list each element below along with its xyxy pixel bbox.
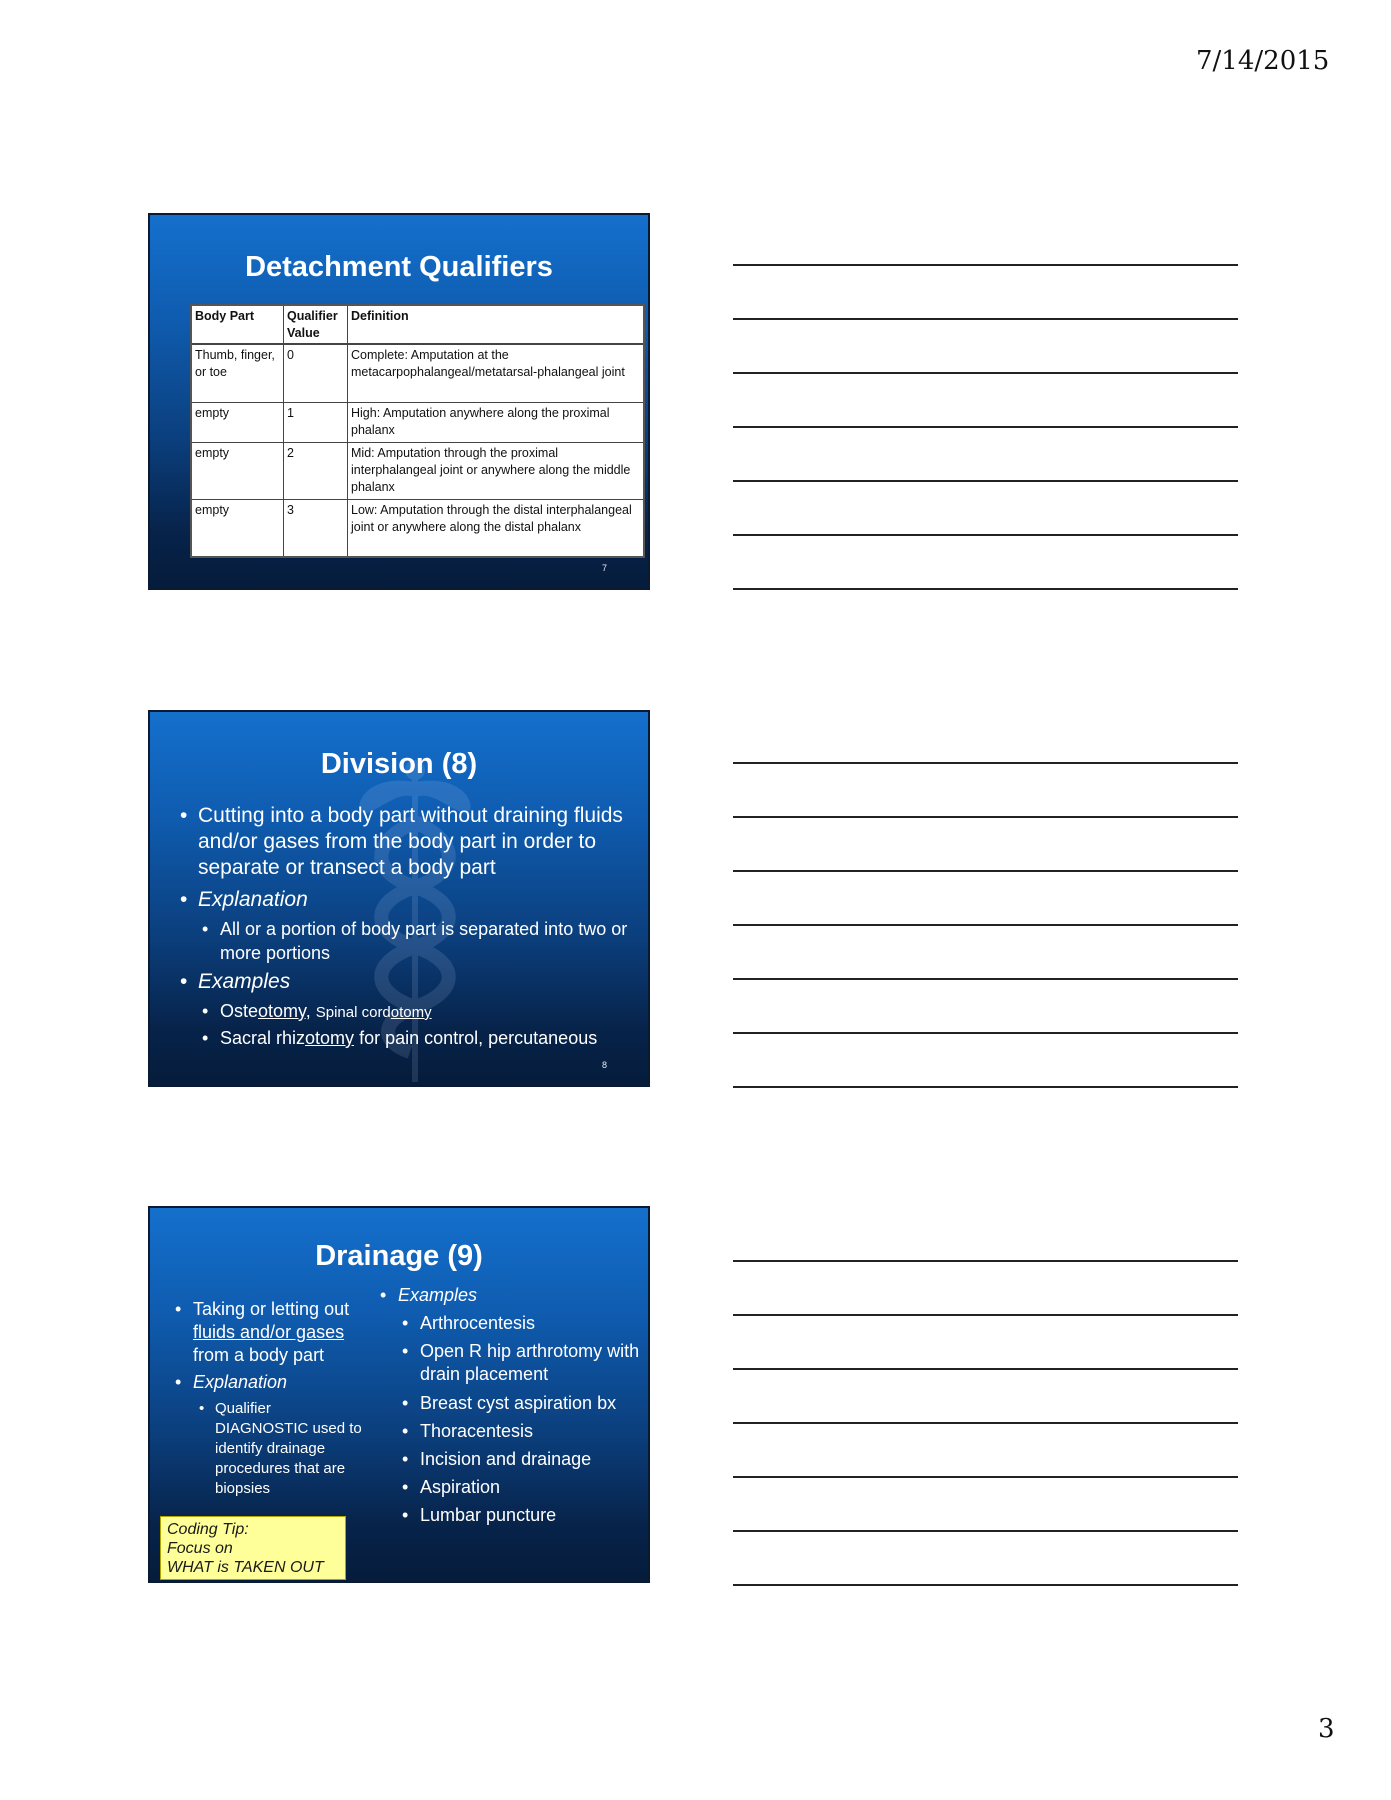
explanation-text: Qualifier DIAGNOSTIC used to identify drainage procedures that are biopsies [215, 1400, 362, 1497]
example-text: Lumbar puncture [420, 1505, 557, 1525]
note-line [733, 1260, 1238, 1262]
slide-drainage [148, 1206, 650, 1583]
cell-body-part: empty [195, 503, 230, 517]
table-row [192, 403, 643, 443]
slide-number: 8 [602, 1060, 608, 1070]
note-line [733, 1368, 1238, 1370]
table-row [192, 500, 643, 556]
page-date: 7/14/2015 [1196, 46, 1330, 76]
note-line [733, 1476, 1238, 1478]
cell-value: 2 [287, 446, 294, 460]
bullet-examples: • Examples [380, 1285, 478, 1305]
slide-title: Division (8) [320, 748, 478, 780]
note-line [733, 870, 1238, 872]
table-row [192, 345, 643, 403]
note-line [733, 762, 1238, 764]
example-item: • Osteotomy, Spinal cordotomy [202, 1001, 432, 1021]
example-item: • Aspiration [402, 1477, 501, 1497]
bullet-definition: • Cutting into a body part without draining fluids and/or gases from the body part in order to separate or transect a body part [180, 804, 623, 879]
slide-title: Detachment Qualifiers [245, 251, 553, 283]
coding-tip-box [160, 1516, 346, 1580]
tip-line: Coding Tip: [167, 1521, 249, 1538]
table-header-row [192, 306, 643, 344]
cell-body-part: empty [195, 446, 230, 460]
bullet-examples: • Examples [180, 970, 291, 993]
example-suffix: otomy [258, 1001, 306, 1021]
example-separator: , [305, 1001, 311, 1021]
example-text: Thoracentesis [420, 1421, 534, 1441]
bullet-text: Cutting into a body part without draining fluids and/or gases from the body part in order to separate or transect a body part [198, 804, 623, 879]
bullet-definition: • Taking or letting out fluids and/or gases from a body part [175, 1299, 350, 1365]
sub-bullet-explanation: • Qualifier DIAGNOSTIC used to identify drainage procedures that are biopsies [199, 1400, 362, 1497]
example-item: • Thoracentesis [402, 1421, 534, 1441]
note-line [733, 426, 1238, 428]
tip-line: WHAT is TAKEN OUT [167, 1559, 324, 1576]
note-line [733, 1584, 1238, 1586]
example-text: Breast cyst aspiration bx [420, 1393, 617, 1413]
note-line [733, 588, 1238, 590]
cell-value: 0 [287, 348, 294, 362]
example-text: Aspiration [420, 1477, 501, 1497]
note-line [733, 1314, 1238, 1316]
example-text: Sacral rhiz [220, 1028, 306, 1048]
example-item: • Lumbar puncture [402, 1505, 557, 1525]
cell-definition: Complete: Amputation at the metacarpophalangeal/metatarsal-phalangeal joint [351, 348, 625, 379]
cell-body-part: Thumb, finger, or toe [195, 348, 275, 379]
cell-definition: Low: Amputation through the distal interphalangeal joint or anywhere along the distal phalanx [351, 503, 632, 534]
example-text: Spinal cord [315, 1004, 391, 1021]
example-item: • Incision and drainage [402, 1449, 592, 1469]
explanation-label: Explanation [193, 1372, 288, 1392]
qualifier-table [190, 304, 645, 558]
slide-title: Drainage (9) [315, 1240, 483, 1272]
bullet-explanation: • Explanation [175, 1372, 288, 1392]
explanation-text: All or a portion of body part is separated into two or more portions [220, 919, 628, 963]
header-body-part: Body Part [195, 309, 255, 323]
slide-division [148, 710, 650, 1087]
bullet-text: from a body part [193, 1345, 325, 1365]
cell-definition: Mid: Amputation through the proximal interphalangeal joint or anywhere along the middle phalanx [351, 446, 631, 494]
bullet-explanation: • Explanation [180, 888, 308, 911]
page-number: 3 [1318, 1714, 1335, 1744]
examples-label: Examples [198, 970, 291, 993]
sub-bullet-explanation: • All or a portion of body part is separated into two or more portions [202, 919, 628, 963]
note-line [733, 816, 1238, 818]
example-item: • Breast cyst aspiration bx [402, 1393, 617, 1413]
note-line [733, 480, 1238, 482]
note-line [733, 924, 1238, 926]
note-line [733, 534, 1238, 536]
cell-value: 3 [287, 503, 294, 517]
header-qualifier-value: Qualifier Value [287, 309, 338, 340]
slide-detachment-qualifiers [148, 213, 650, 590]
example-text: Oste [220, 1001, 259, 1021]
note-line [733, 372, 1238, 374]
note-line [733, 1530, 1238, 1532]
bullet-text-underlined: fluids and/or gases [193, 1322, 345, 1342]
cell-body-part: empty [195, 406, 230, 420]
example-text: Arthrocentesis [420, 1313, 536, 1333]
examples-label: Examples [398, 1285, 478, 1305]
table-row [192, 443, 643, 500]
example-text: Incision and drainage [420, 1449, 592, 1469]
example-text: for pain control, percutaneous [354, 1028, 598, 1048]
cell-value: 1 [287, 406, 294, 420]
example-item: • Sacral rhizotomy for pain control, percutaneous [202, 1028, 598, 1048]
note-line [733, 318, 1238, 320]
explanation-label: Explanation [198, 888, 308, 911]
example-suffix: otomy [390, 1004, 432, 1021]
slide-number: 7 [602, 563, 608, 573]
example-item: • Arthrocentesis [402, 1313, 536, 1333]
note-line [733, 978, 1238, 980]
tip-line: Focus on [167, 1540, 233, 1557]
note-line [733, 1086, 1238, 1088]
example-suffix: otomy [305, 1028, 355, 1048]
example-item: • Open R hip arthrotomy with drain placement [402, 1341, 640, 1384]
note-line [733, 1422, 1238, 1424]
header-definition: Definition [351, 309, 409, 323]
note-line [733, 1032, 1238, 1034]
note-line [733, 264, 1238, 266]
bullet-text: Taking or letting out [193, 1299, 350, 1319]
cell-definition: High: Amputation anywhere along the proximal phalanx [351, 406, 610, 437]
example-text: Open R hip arthrotomy with drain placement [420, 1341, 640, 1384]
